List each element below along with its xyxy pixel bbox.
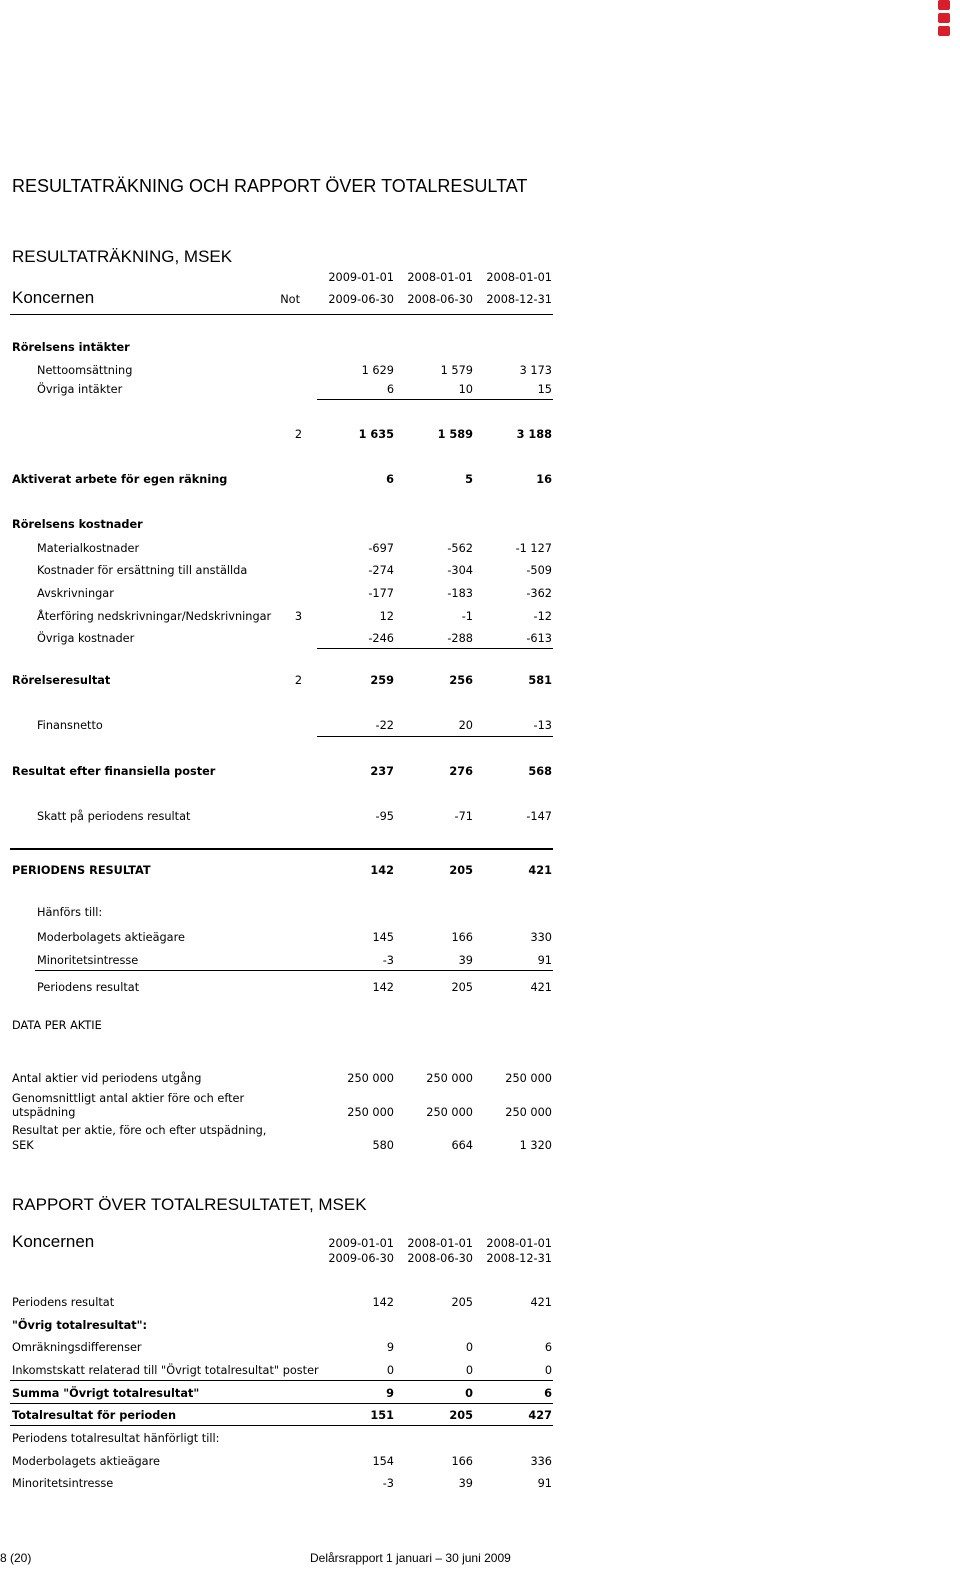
period-start-2: 2008-01-01 [407, 1237, 473, 1250]
table-row: Aktiverat arbete för egen räkning 6 5 16 [12, 473, 552, 486]
table-row: Nettoomsättning 1 629 1 579 3 173 [37, 364, 552, 377]
table-row: Minoritetsintresse -3 39 91 [12, 1477, 552, 1490]
period-start-2: 2008-01-01 [407, 271, 473, 284]
table-row: Omräkningsdifferenser 9 0 6 [12, 1341, 552, 1354]
period-end-1: 2009-06-30 [328, 1252, 394, 1265]
total-rule [10, 1425, 553, 1426]
section-heading: Rörelsens intäkter [12, 341, 130, 354]
page-number: 8 (20) [0, 1551, 32, 1565]
table-row: Övriga intäkter 6 10 15 [37, 383, 552, 396]
section-heading: DATA PER AKTIE [12, 1019, 102, 1032]
not-column-header: Not [280, 293, 300, 306]
attribution-heading: Hänförs till: [37, 906, 103, 919]
table-row: Finansnetto -22 20 -13 [37, 719, 552, 732]
period-start-3: 2008-01-01 [486, 271, 552, 284]
table-row: Periodens resultat 142 205 421 [12, 1296, 552, 1309]
header-rule [10, 314, 553, 315]
period-end-1: 2009-06-30 [328, 293, 394, 306]
attribution-heading: Periodens totalresultat hänförligt till: [12, 1432, 220, 1445]
period-end-2: 2008-06-30 [407, 293, 473, 306]
table-row-label: Resultat per aktie, före och efter utspädning, [12, 1124, 267, 1137]
table-row: Avskrivningar -177 -183 -362 [37, 587, 552, 600]
table-row: Skatt på periodens resultat -95 -71 -147 [37, 810, 552, 823]
table-row: Resultat efter finansiella poster 237 276 568 [12, 765, 552, 778]
subtotal-rule [10, 1403, 553, 1404]
table-row: Moderbolagets aktieägare 145 166 330 [37, 931, 552, 944]
period-start-3: 2008-01-01 [486, 1237, 552, 1250]
period-end-2: 2008-06-30 [407, 1252, 473, 1265]
entity-label: Koncernen [12, 1232, 95, 1251]
table-row: Moderbolagets aktieägare 154 166 336 [12, 1455, 552, 1468]
period-start-1: 2009-01-01 [328, 1237, 394, 1250]
subtotal-rule [317, 648, 553, 649]
table-row: Periodens resultat 142 205 421 [37, 981, 552, 994]
total-row: PERIODENS RESULTAT 142 205 421 [12, 864, 552, 877]
total-row: Totalresultat för perioden 151 205 427 [12, 1409, 552, 1422]
table-row: Kostnader för ersättning till anställda -274 -304 -509 [37, 564, 552, 577]
table-row: Övriga kostnader -246 -288 -613 [37, 632, 552, 645]
subtotal-rule [10, 1380, 553, 1381]
period-end-3: 2008-12-31 [486, 1252, 552, 1265]
table-row: Minoritetsintresse -3 39 91 [37, 954, 552, 967]
table-row: Materialkostnader -697 -562 -1 127 [37, 542, 552, 555]
table-row: Antal aktier vid periodens utgång 250 000 250 000 250 000 [12, 1072, 552, 1085]
table-row: SEK 580 664 1 320 [12, 1139, 552, 1152]
total-rule [10, 848, 553, 850]
section-heading: Rörelsens kostnader [12, 518, 143, 531]
table-row: Återföring nedskrivningar/Nedskrivningar 3 12 -1 -12 [37, 610, 552, 623]
report-title: Delårsrapport 1 januari – 30 juni 2009 [310, 1551, 511, 1565]
company-logo [938, 0, 950, 39]
period-start-1: 2009-01-01 [328, 271, 394, 284]
section-heading: "Övrig totalresultat": [12, 1319, 148, 1332]
table-row: Rörelseresultat 2 259 256 581 [12, 674, 552, 687]
table-row: Inkomstskatt relaterad till "Övrigt totalresultat" poster 0 0 0 [12, 1364, 552, 1377]
subtotal-row: 2 1 635 1 589 3 188 [294, 428, 552, 441]
main-title: RESULTATRÄKNING OCH RAPPORT ÖVER TOTALRESULTAT [12, 176, 528, 196]
subtotal-row: Summa "Övrigt totalresultat" 9 0 6 [12, 1387, 552, 1400]
subtotal-rule [35, 970, 553, 971]
entity-label: Koncernen [12, 288, 95, 307]
period-end-3: 2008-12-31 [486, 293, 552, 306]
table-row-label: Genomsnittligt antal aktier före och efter [12, 1092, 245, 1105]
income-statement-title: RESULTATRÄKNING, MSEK [12, 247, 233, 266]
subtotal-rule [317, 399, 553, 400]
comprehensive-title: RAPPORT ÖVER TOTALRESULTATET, MSEK [12, 1195, 367, 1214]
table-row: utspädning 250 000 250 000 250 000 [12, 1106, 552, 1119]
subtotal-rule [317, 736, 553, 737]
